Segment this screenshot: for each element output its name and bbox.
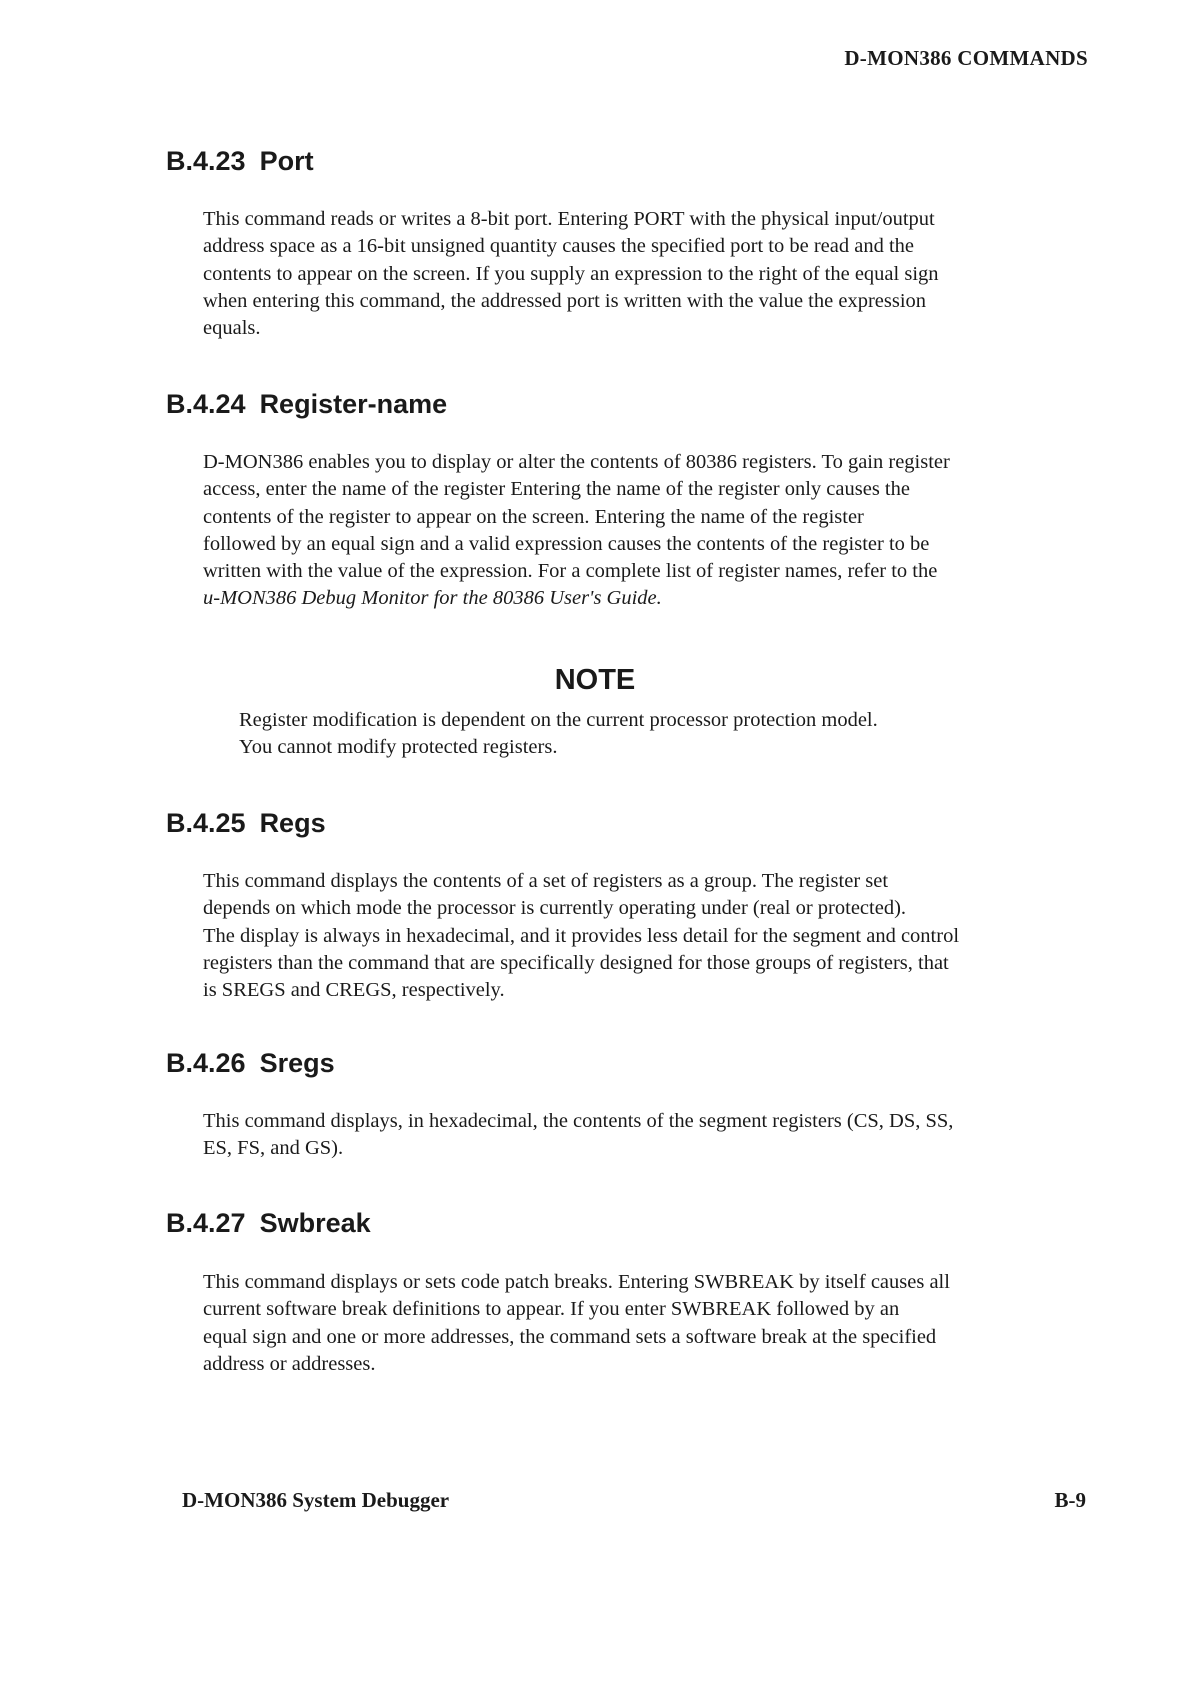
body-line: address or addresses. xyxy=(203,1352,376,1375)
body-line: equal sign and one or more addresses, the command sets a software break at the specified xyxy=(203,1325,937,1348)
section-title: Register-name xyxy=(259,389,448,419)
body-line: current software break definitions to appear. If you enter SWBREAK followed by an xyxy=(203,1298,900,1321)
section-heading-register-name xyxy=(166,389,447,420)
body-line: This command reads or writes a 8-bit port. Entering PORT with the physical input/output xyxy=(203,208,935,230)
section-title: Regs xyxy=(259,808,326,838)
running-header: D-MON386 COMMANDS xyxy=(844,46,1088,70)
section-heading-regs xyxy=(166,808,326,839)
note-body xyxy=(239,707,1059,762)
section-body-swbreak xyxy=(203,1269,1083,1378)
section-body-register-name xyxy=(203,449,1083,613)
section-heading-sregs xyxy=(166,1048,335,1079)
footer-book-title: D-MON386 System Debugger xyxy=(182,1488,450,1512)
section-title: Sregs xyxy=(259,1048,335,1078)
body-line: This command displays or sets code patch breaks. Entering SWBREAK by itself causes all xyxy=(203,1271,950,1293)
body-line: depends on which mode the processor is currently operating under (real or protected). xyxy=(203,897,907,920)
section-title: Swbreak xyxy=(259,1208,371,1238)
footer-page-number: B-9 xyxy=(1054,1488,1086,1512)
section-heading-swbreak xyxy=(166,1208,371,1239)
body-line: This command displays, in hexadecimal, the contents of the segment registers (CS, DS, SS, xyxy=(203,1110,954,1132)
body-line: written with the value of the expression. For a complete list of register names, refer to the xyxy=(203,560,938,583)
section-body-regs xyxy=(203,868,1083,1004)
section-number: B.4.27 xyxy=(166,1208,246,1238)
body-line: The display is always in hexadecimal, and it provides less detail for the segment and control xyxy=(203,924,960,947)
note-line: Register modification is dependent on the current processor protection model. xyxy=(239,709,878,731)
body-line: followed by an equal sign and a valid expression causes the contents of the register to be xyxy=(203,532,930,555)
body-line: equals. xyxy=(203,317,261,340)
body-line: This command displays the contents of a set of registers as a group. The register set xyxy=(203,870,889,892)
note-line: You cannot modify protected registers. xyxy=(239,736,558,759)
section-title: Port xyxy=(259,146,314,176)
section-number: B.4.23 xyxy=(166,146,246,176)
body-line: access, enter the name of the register Entering the name of the register only causes the xyxy=(203,478,910,501)
body-line: when entering this command, the addressed port is written with the value the expression xyxy=(203,289,927,312)
body-line: ES, FS, and GS). xyxy=(203,1137,344,1160)
section-number: B.4.24 xyxy=(166,389,246,419)
note-title: NOTE xyxy=(554,664,636,696)
guide-reference: u-MON386 Debug Monitor for the 80386 User's Guide. xyxy=(203,587,662,610)
section-number: B.4.25 xyxy=(166,808,246,838)
section-number: B.4.26 xyxy=(166,1048,246,1078)
section-body-port xyxy=(203,206,1083,342)
body-line: is SREGS and CREGS, respectively. xyxy=(203,979,505,1002)
body-line: registers than the command that are specifically designed for those groups of registers, that xyxy=(203,951,949,974)
section-heading-port xyxy=(166,146,314,177)
body-line: contents to appear on the screen. If you supply an expression to the right of the equal sign xyxy=(203,262,939,285)
body-line: address space as a 16-bit unsigned quantity causes the specified port to be read and the xyxy=(203,235,915,258)
body-line: D-MON386 enables you to display or alter the contents of 80386 registers. To gain register xyxy=(203,451,950,473)
section-body-sregs xyxy=(203,1108,1083,1163)
body-line: contents of the register to appear on the screen. Entering the name of the register xyxy=(203,505,864,528)
